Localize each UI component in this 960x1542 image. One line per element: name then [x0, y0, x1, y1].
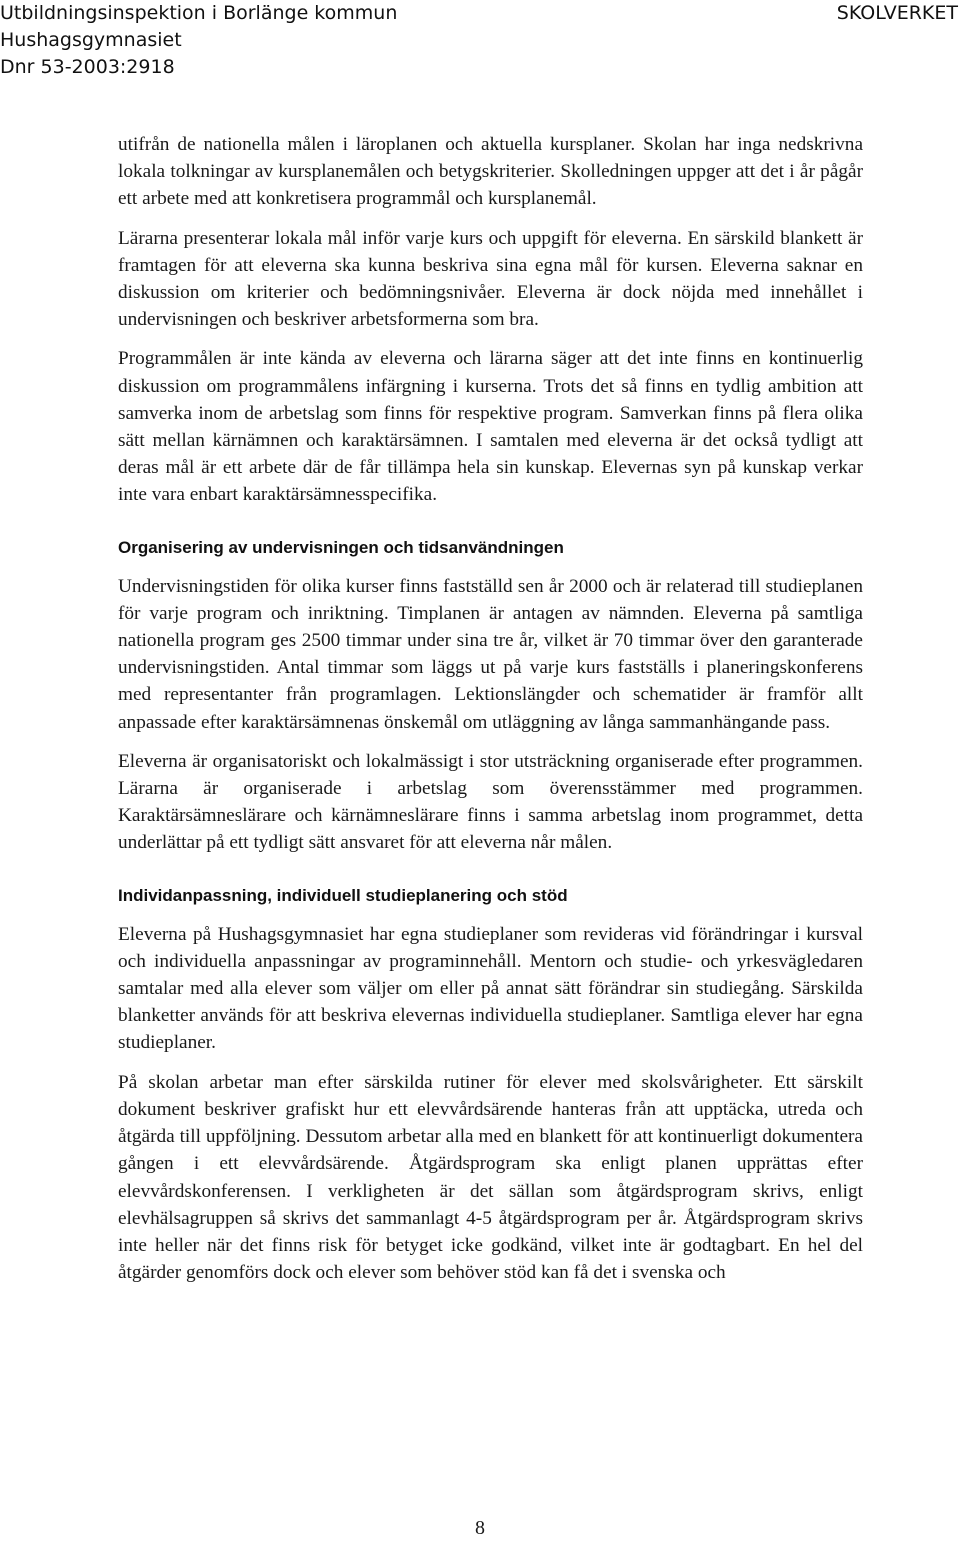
header-case-number: Dnr 53-2003:2918	[0, 56, 175, 78]
document-body	[118, 131, 863, 1298]
header-municipality: Utbildningsinspektion i Borlänge kommun	[0, 2, 398, 24]
paragraph: utifrån de nationella målen i läroplanen och aktuella kursplaner. Skolan har inga nedskrivna lokala tolkningar av kursplanemålen och betygskriterier. Skolledningen uppger att det i år pågår ett arbete med att konkretisera programmål och kursplanemål.	[118, 134, 863, 210]
header-school: Hushagsgymnasiet	[0, 29, 182, 51]
header-meta	[0, 0, 397, 81]
page-number: 8	[475, 1517, 485, 1539]
paragraph: Undervisningstiden för olika kurser finns fastställd sen år 2000 och är relaterad till studieplanen för varje program och inriktning. Timplanen är antagen av nämnden. Eleverna på samtliga nationella program ges 2500 timmar under sina tre år, vilket är 70 timmar över den garanterade undervisningstiden. Antal timmar som läggs ut på varje kurs fastställs i planeringskonferens med representanter från programlagen. Lektionslängder och schematider är framför allt anpassade efter karaktärsämnenas önskemål om utläggning av långa sammanhängande pass.	[118, 575, 863, 733]
paragraph: Eleverna på Hushagsgymnasiet har egna studieplaner som revideras vid förändringar i kursval och individuella anpassningar av programinnehåll. Mentorn och studie- och yrkesvägledaren samtalar med alla elever som väljer om eller på annat sätt förändrar sin studiegång. Särskilda blanketter används för att beskriva elevernas individuella studieplaner. Samtliga elever har egna studieplaner.	[118, 923, 863, 1054]
section-heading: Organisering av undervisningen och tidsanvändningen	[118, 537, 564, 557]
paragraph: På skolan arbetar man efter särskilda rutiner för elever med skolsvårigheter. Ett särskilt dokument beskriver grafiskt hur ett elevvårdsärende hanteras från att upptäcka, utreda och åtgärda till uppföljning. Dessutom arbetar alla med en blankett för att kontinuerligt dokumentera gången i ett elevvårdsärende. Åtgärdsprogram ska enligt planen upprättas efter elevvårdskonferensen. I verkligheten är det sällan som åtgärdsprogram skrivs, enligt elevhälsagruppen så skrivs det sammanlagt 4-5 åtgärdsprogram per år. Åtgärdsprogram skrivs inte heller när det finns risk för betyget icke godkänd, vilket inte är godtagbart. En hel del åtgärder genomförs dock och elever som behöver stöd kan få det i svenska och	[118, 1071, 863, 1284]
paragraph: Lärarna presenterar lokala mål inför varje kurs och uppgift för eleverna. En särskild blankett är framtagen för att eleverna ska kunna beskriva sina egna mål för kursen. Eleverna saknar en diskussion om kriterier och bedömningsnivåer. Eleverna är dock nöjda med innehållet i undervisningen och beskriver arbetsformerna som bra.	[118, 227, 863, 331]
header-agency: SKOLVERKET	[836, 2, 958, 24]
paragraph: Programmålen är inte kända av eleverna och lärarna säger att det inte finns en kontinuerlig diskussion om programmålens infärgning i kurserna. Trots det så finns en tydlig ambition att samverka inom de arbetslag som finns för respektive program. Samverkan finns på flera olika sätt mellan kärnämnen och karaktärsämnen. I samtalen med eleverna är det också tydligt att deras mål är ett arbete där de får tillämpa hela sin kunskap. Elevernas syn på kunskap verkar inte vara enbart karaktärsämnesspecifika.	[118, 348, 863, 506]
section-heading: Individanpassning, individuell studieplanering och stöd	[118, 885, 568, 905]
paragraph: Eleverna är organisatoriskt och lokalmässigt i stor utsträckning organiserade efter programmen. Lärarna är organiserade i arbetslag som överensstämmer med programmen. Karaktärsämneslärare och kärnämneslärare finns i samma arbetslag inom programmet, detta underlättar på ett tydligt sätt ansvaret för att eleverna når målen.	[118, 750, 863, 854]
